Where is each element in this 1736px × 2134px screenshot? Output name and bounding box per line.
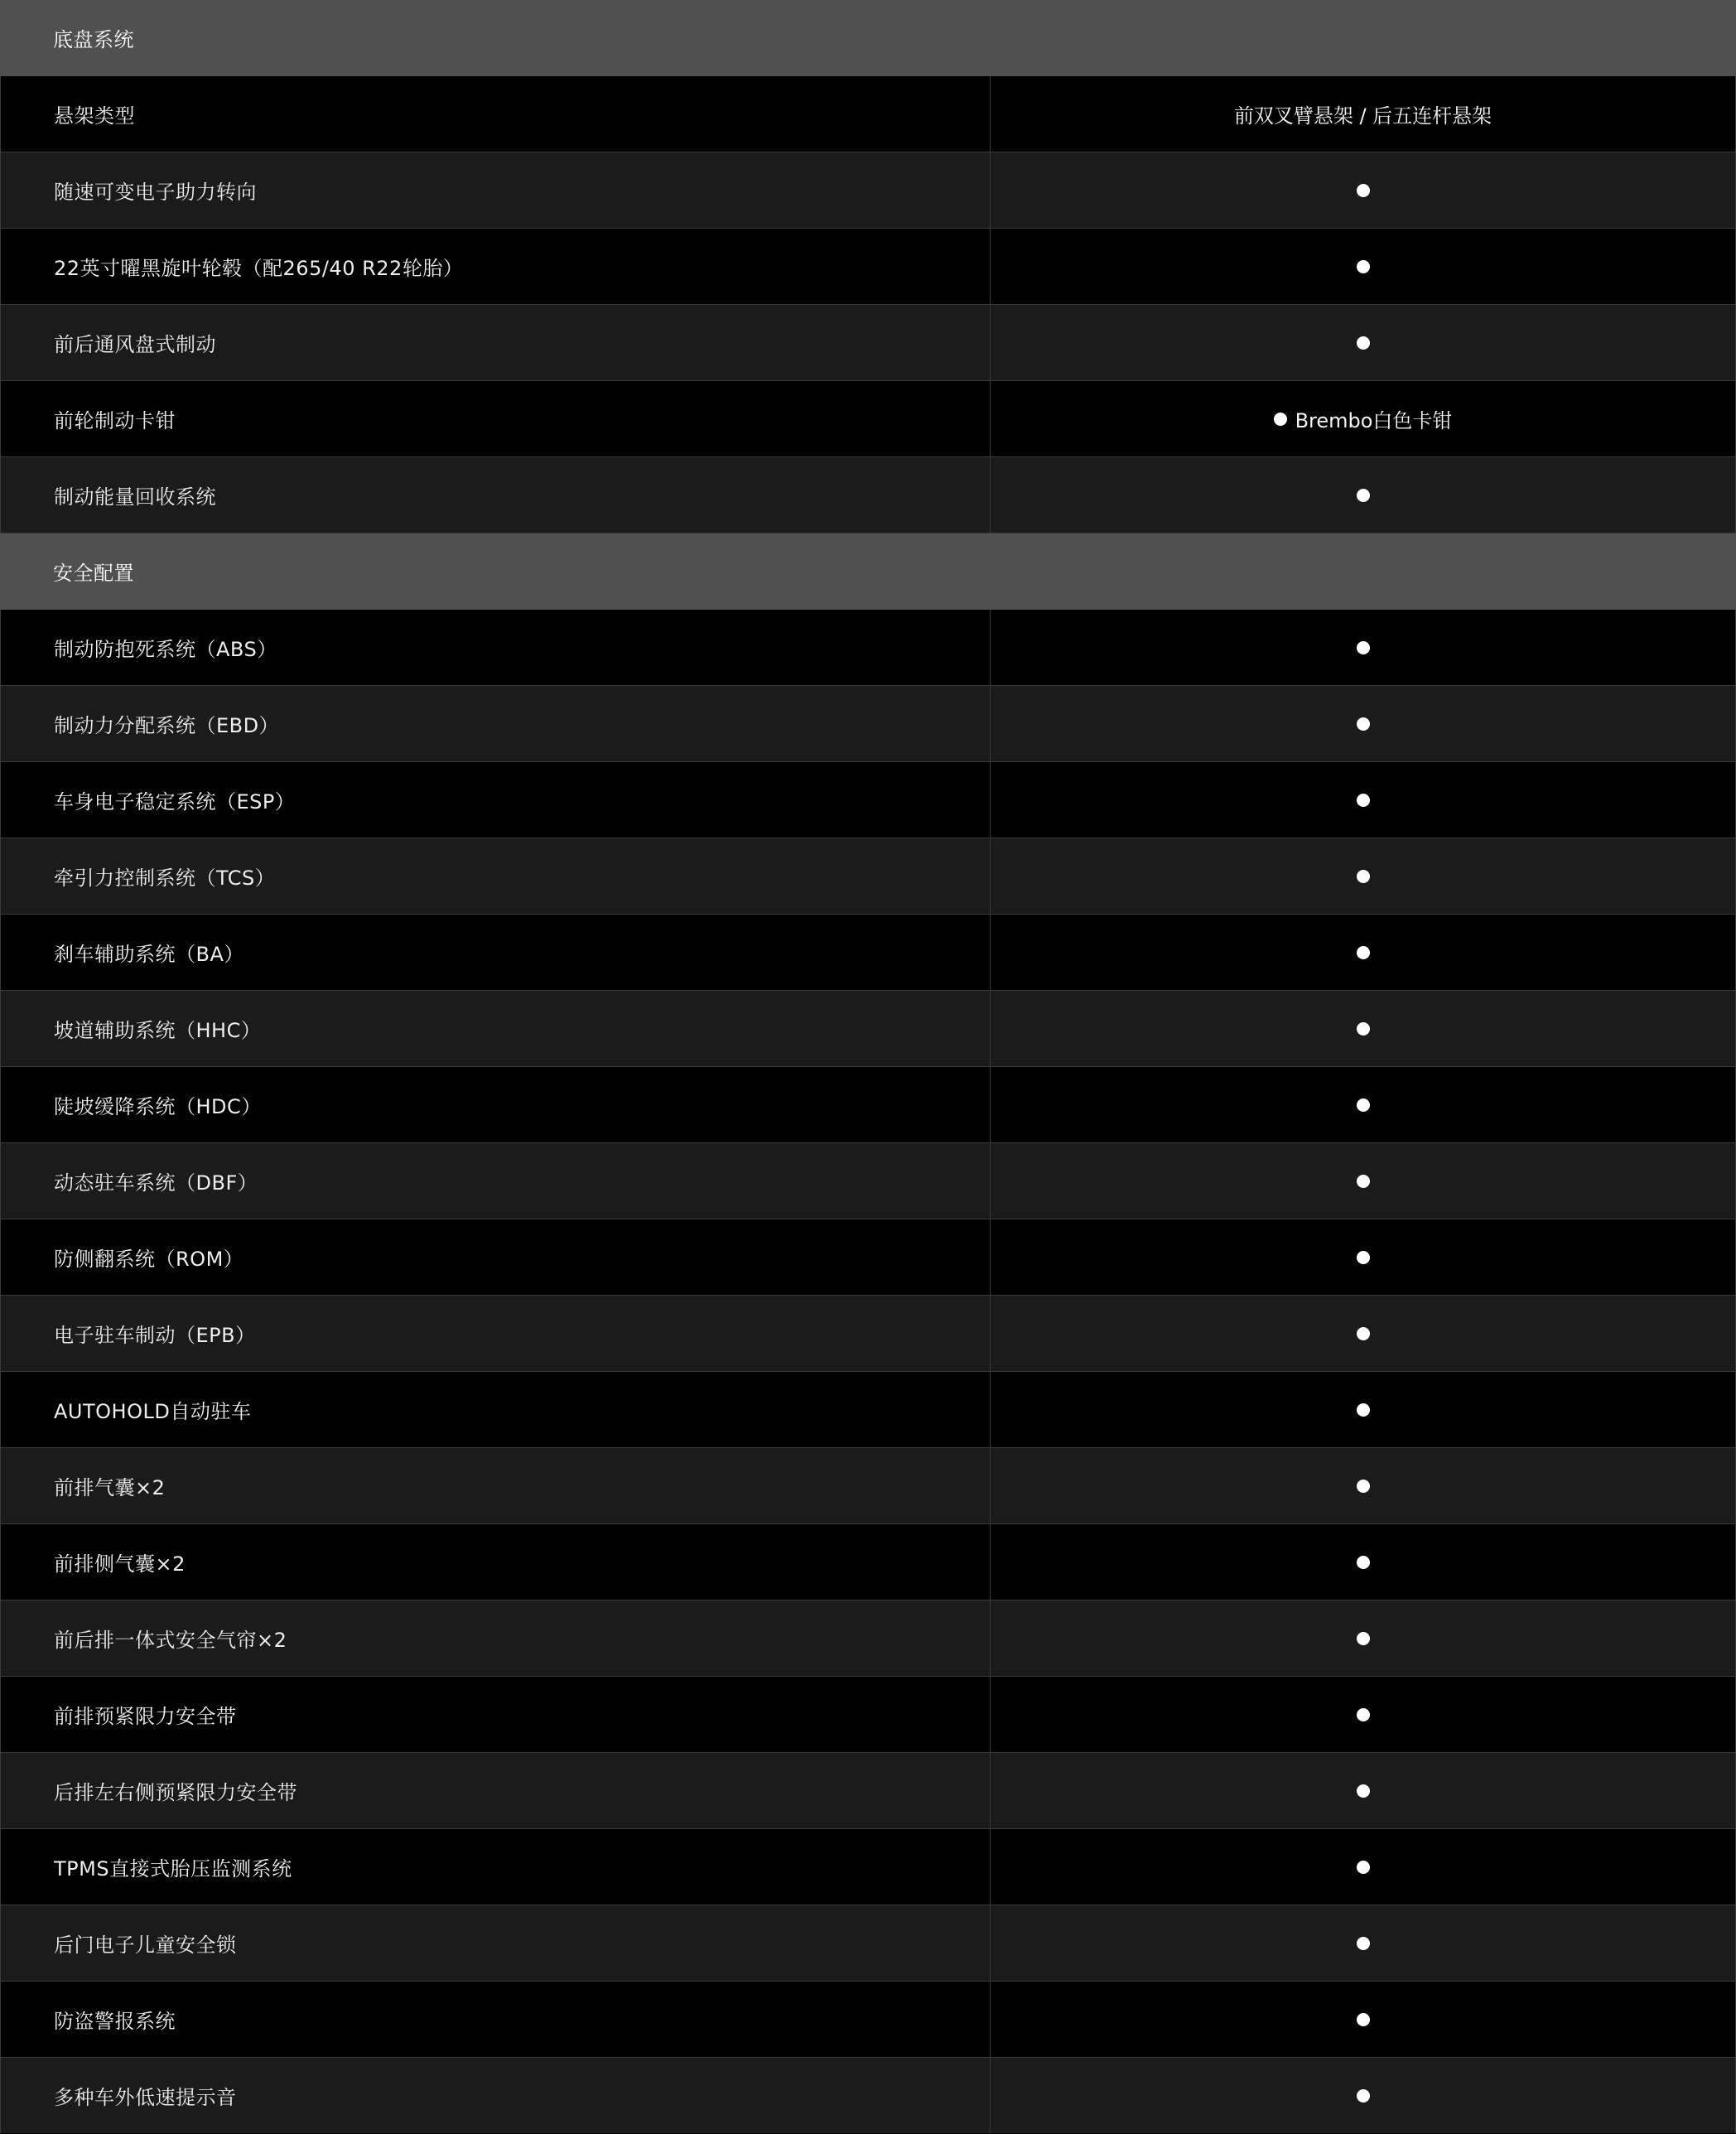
feature-value (990, 1372, 1736, 1447)
table-row (0, 1600, 1736, 1677)
feature-value (990, 457, 1736, 533)
feature-value (990, 1143, 1736, 1219)
standard-dot-icon (1357, 1480, 1370, 1493)
value-content (1357, 489, 1370, 502)
standard-dot-icon (1357, 1327, 1370, 1340)
feature-value (990, 1067, 1736, 1142)
table-row (0, 2058, 1736, 2133)
feature-value (990, 1677, 1736, 1752)
feature-value (990, 76, 1736, 152)
feature-label: 电子驻车制动（EPB） (0, 1296, 990, 1371)
standard-dot-icon (1357, 870, 1370, 883)
value-content (1357, 1632, 1370, 1645)
table-row (0, 1829, 1736, 1905)
standard-dot-icon (1357, 946, 1370, 959)
table-row (0, 381, 1736, 457)
table-row (0, 686, 1736, 762)
table-row (0, 1753, 1736, 1829)
section-title: 安全配置 (53, 562, 134, 585)
table-row (0, 1677, 1736, 1753)
feature-value (990, 991, 1736, 1066)
value-content (1357, 1784, 1370, 1798)
table-row (0, 76, 1736, 152)
feature-label: 制动力分配系统（EBD） (0, 686, 990, 761)
value-content (1357, 794, 1370, 807)
feature-value (990, 686, 1736, 761)
feature-label: 防侧翻系统（ROM） (0, 1219, 990, 1295)
table-row (0, 1296, 1736, 1372)
value-content (1357, 336, 1370, 350)
feature-value (990, 1448, 1736, 1523)
table-row (0, 229, 1736, 305)
value-content (1357, 1708, 1370, 1721)
feature-label: 前轮制动卡钳 (0, 381, 990, 456)
feature-label: 前排预紧限力安全带 (0, 1677, 990, 1752)
feature-label: 刹车辅助系统（BA） (0, 915, 990, 990)
standard-dot-icon (1357, 1098, 1370, 1112)
section-title: 底盘系统 (53, 28, 134, 51)
value-content (1357, 717, 1370, 731)
value-content (1357, 1022, 1370, 1036)
feature-label: 后排左右侧预紧限力安全带 (0, 1753, 990, 1828)
table-row (0, 152, 1736, 229)
feature-value (990, 2058, 1736, 2133)
feature-label: 22英寸曜黑旋叶轮毂（配265/40 R22轮胎） (0, 229, 990, 304)
standard-dot-icon (1357, 1022, 1370, 1036)
standard-dot-icon (1357, 1632, 1370, 1645)
standard-dot-icon (1357, 1251, 1370, 1264)
value-content (1357, 1861, 1370, 1874)
feature-label: 前排侧气囊×2 (0, 1524, 990, 1600)
feature-value (990, 1982, 1736, 2057)
standard-dot-icon (1357, 717, 1370, 731)
standard-dot-icon (1357, 489, 1370, 502)
standard-dot-icon (1357, 1403, 1370, 1417)
standard-dot-icon (1357, 1784, 1370, 1798)
value-content (1357, 1175, 1370, 1188)
standard-dot-icon (1357, 794, 1370, 807)
feature-label: 陡坡缓降系统（HDC） (0, 1067, 990, 1142)
feature-label: 前后通风盘式制动 (0, 305, 990, 380)
standard-dot-icon (1357, 1708, 1370, 1721)
feature-value (990, 1219, 1736, 1295)
feature-value (990, 915, 1736, 990)
feature-label: 多种车外低速提示音 (0, 2058, 990, 2133)
table-row (0, 610, 1736, 686)
value-content (1274, 404, 1453, 433)
feature-value (990, 305, 1736, 380)
feature-label: 前排气囊×2 (0, 1448, 990, 1523)
table-row (0, 305, 1736, 381)
value-content (1357, 1098, 1370, 1112)
feature-label: 前后排一体式安全气帘×2 (0, 1600, 990, 1676)
value-content (1357, 2089, 1370, 2103)
value-content (1357, 1937, 1370, 1950)
table-row (0, 1524, 1736, 1600)
feature-label: 防盗警报系统 (0, 1982, 990, 2057)
standard-dot-icon (1357, 260, 1370, 273)
standard-dot-icon (1357, 1937, 1370, 1950)
table-row (0, 991, 1736, 1067)
table-row (0, 1448, 1736, 1524)
feature-label: 悬架类型 (0, 76, 990, 152)
table-row (0, 1143, 1736, 1219)
value-content (1357, 1251, 1370, 1264)
value-content (1357, 870, 1370, 883)
table-row (0, 762, 1736, 838)
table-row (0, 1905, 1736, 1982)
feature-label: 制动能量回收系统 (0, 457, 990, 533)
feature-value (990, 381, 1736, 456)
value-content (1357, 2013, 1370, 2026)
feature-value (990, 1905, 1736, 1981)
feature-value (990, 1829, 1736, 1905)
table-row (0, 1067, 1736, 1143)
feature-label: TPMS直接式胎压监测系统 (0, 1829, 990, 1905)
standard-dot-icon (1357, 336, 1370, 350)
feature-value (990, 610, 1736, 685)
section-header (0, 0, 1736, 76)
feature-value (990, 1753, 1736, 1828)
value-content (1357, 946, 1370, 959)
feature-value (990, 1296, 1736, 1371)
standard-dot-icon (1274, 413, 1287, 426)
feature-value (990, 1524, 1736, 1600)
standard-dot-icon (1357, 2089, 1370, 2103)
value-text: 前双叉臂悬架 / 后五连杆悬架 (1233, 104, 1492, 128)
value-content (1357, 1556, 1370, 1569)
feature-label: 动态驻车系统（DBF） (0, 1143, 990, 1219)
feature-label: 坡道辅助系统（HHC） (0, 991, 990, 1066)
standard-dot-icon (1357, 2013, 1370, 2026)
table-row (0, 838, 1736, 915)
table-row (0, 1982, 1736, 2058)
value-content (1357, 1403, 1370, 1417)
value-content (1357, 1480, 1370, 1493)
value-content (1357, 1327, 1370, 1340)
standard-dot-icon (1357, 184, 1370, 197)
feature-label: 车身电子稳定系统（ESP） (0, 762, 990, 838)
feature-label: 牵引力控制系统（TCS） (0, 838, 990, 914)
value-content (1357, 260, 1370, 273)
standard-dot-icon (1357, 641, 1370, 654)
section-header (0, 534, 1736, 610)
value-text: Brembo白色卡钳 (1295, 409, 1453, 432)
feature-value (990, 152, 1736, 228)
value-content (1357, 641, 1370, 654)
standard-dot-icon (1357, 1556, 1370, 1569)
table-row (0, 457, 1736, 534)
feature-value (990, 762, 1736, 838)
feature-value (990, 1600, 1736, 1676)
value-content (1234, 99, 1492, 128)
feature-label: AUTOHOLD自动驻车 (0, 1372, 990, 1447)
feature-value (990, 229, 1736, 304)
feature-value (990, 838, 1736, 914)
table-row (0, 1372, 1736, 1448)
standard-dot-icon (1357, 1175, 1370, 1188)
feature-label: 随速可变电子助力转向 (0, 152, 990, 228)
table-row (0, 1219, 1736, 1296)
value-content (1357, 184, 1370, 197)
feature-label: 制动防抱死系统（ABS） (0, 610, 990, 685)
table-row (0, 915, 1736, 991)
standard-dot-icon (1357, 1861, 1370, 1874)
feature-label: 后门电子儿童安全锁 (0, 1905, 990, 1981)
